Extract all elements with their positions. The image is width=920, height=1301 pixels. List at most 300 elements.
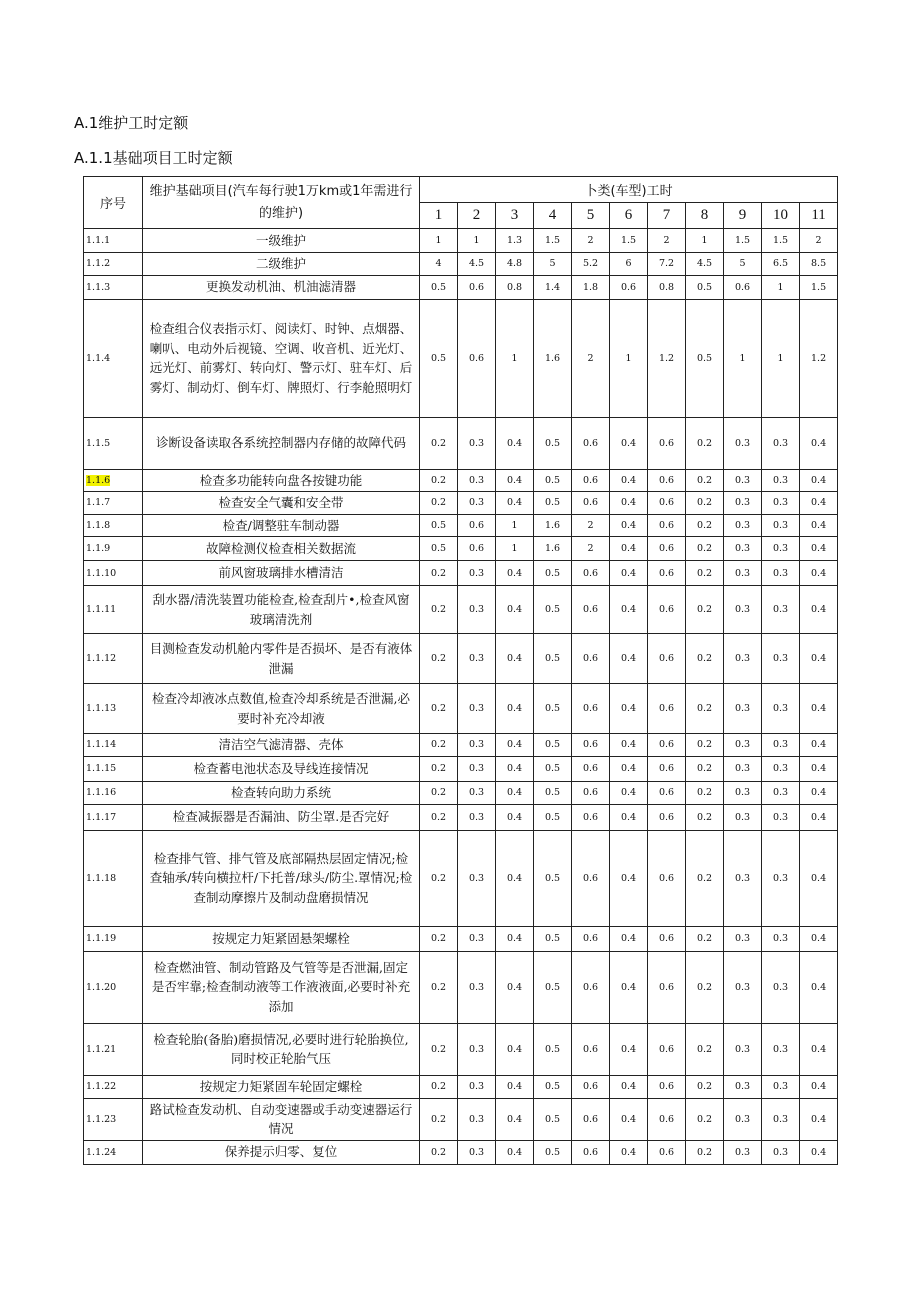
row-number: 1.1.24 [84,1140,143,1164]
labor-hour-cell: 0.6 [572,1023,610,1075]
labor-hour-cell: 0.4 [496,830,534,926]
labor-hour-cell: 0.3 [762,756,800,781]
labor-hour-cell: 0.6 [572,1140,610,1164]
table-row [84,561,838,586]
labor-hour-cell: 0.3 [724,684,762,734]
labor-hour-cell: 0.5 [420,275,458,299]
labor-hour-cell: 0.4 [496,1023,534,1075]
labor-hour-cell: 0.4 [800,1098,838,1140]
labor-hour-cell: 4.8 [496,253,534,276]
maintenance-item: 检查燃油管、制动管路及气管等是否泄漏,固定是否牢靠;检查制动液等工作液液面,必要时补充添加 [143,951,420,1023]
labor-hour-cell: 1.5 [610,229,648,253]
labor-hour-cell: 0.3 [762,537,800,561]
table-row [84,634,838,684]
labor-hour-cell: 1.5 [534,229,572,253]
labor-hour-cell: 4 [420,253,458,276]
labor-hour-cell: 0.3 [762,514,800,537]
labor-hour-cell: 0.2 [686,514,724,537]
maintenance-item: 检查/调整驻车制动器 [143,514,420,537]
labor-hour-cell: 0.5 [534,734,572,757]
labor-hour-cell: 0.3 [762,1075,800,1098]
labor-hour-cell: 0.6 [648,586,686,634]
header-type-8: 8 [686,203,724,229]
labor-hour-cell: 0.6 [572,951,610,1023]
labor-hour-cell: 0.5 [534,1140,572,1164]
row-number: 1.1.12 [84,634,143,684]
labor-hour-cell: 0.2 [420,734,458,757]
labor-hour-cell: 0.4 [496,804,534,830]
labor-hour-cell: 0.2 [420,561,458,586]
labor-hour-cell: 0.2 [420,684,458,734]
labor-hour-cell: 0.3 [724,1075,762,1098]
labor-hour-cell: 0.3 [458,492,496,515]
maintenance-item: 一级维护 [143,229,420,253]
labor-hour-cell: 0.6 [572,586,610,634]
labor-hour-cell: 1 [686,229,724,253]
labor-hour-cell: 0.3 [724,781,762,804]
labor-hour-cell: 0.5 [534,492,572,515]
maintenance-item: 诊断设备读取各系统控制器内存储的故障代码 [143,417,420,469]
labor-hour-cell: 0.3 [724,634,762,684]
labor-hour-cell: 0.6 [648,734,686,757]
labor-hour-cell: 0.2 [420,804,458,830]
labor-hour-cell: 2 [572,299,610,417]
labor-hour-cell: 0.6 [724,275,762,299]
row-number: 1.1.14 [84,734,143,757]
labor-hour-cell: 0.6 [458,299,496,417]
labor-hour-cell: 4.5 [686,253,724,276]
maintenance-item: 清洁空气滤清器、壳体 [143,734,420,757]
labor-hour-cell: 0.2 [686,734,724,757]
labor-hour-cell: 6.5 [762,253,800,276]
table-row [84,684,838,734]
labor-hour-cell: 0.5 [420,537,458,561]
labor-hour-cell: 0.2 [686,926,724,951]
labor-hour-cell: 0.2 [686,561,724,586]
maintenance-item: 检查冷却液冰点数值,检查冷却系统是否泄漏,必要时补充冷却液 [143,684,420,734]
labor-hour-cell: 0.6 [572,417,610,469]
labor-hour-cell: 0.6 [648,684,686,734]
labor-hour-cell: 0.3 [458,781,496,804]
maintenance-item: 检查蓄电池状态及导线连接情况 [143,756,420,781]
labor-hour-cell: 2 [800,229,838,253]
labor-hour-cell: 0.5 [686,275,724,299]
labor-hour-cell: 0.5 [534,804,572,830]
labor-hour-cell: 0.6 [458,537,496,561]
labor-hour-cell: 0.4 [496,417,534,469]
labor-hour-cell: 0.3 [458,756,496,781]
row-number: 1.1.10 [84,561,143,586]
labor-hour-cell: 0.3 [458,634,496,684]
labor-hour-cell: 0.5 [534,756,572,781]
row-number: 1.1.19 [84,926,143,951]
labor-hour-cell: 0.3 [762,1023,800,1075]
header-type-group: 卜类(车型)工时 [420,177,838,203]
labor-hour-cell: 0.4 [610,634,648,684]
labor-hour-cell: 0.4 [496,1075,534,1098]
row-number: 1.1.18 [84,830,143,926]
labor-hour-cell: 0.2 [686,1098,724,1140]
labor-hour-cell: 0.3 [762,417,800,469]
table-row [84,734,838,757]
row-number: 1.1.7 [84,492,143,515]
labor-hour-cell: 0.5 [420,299,458,417]
labor-hour-cell: 0.6 [648,756,686,781]
labor-hour-cell: 0.3 [458,734,496,757]
labor-hour-cell: 0.6 [648,804,686,830]
labor-hour-cell: 0.6 [648,1098,686,1140]
labor-hour-cell: 0.4 [800,781,838,804]
row-number: 1.1.2 [84,253,143,276]
labor-hour-cell: 0.2 [686,1140,724,1164]
labor-hour-cell: 0.3 [458,1140,496,1164]
labor-hour-cell: 0.3 [458,804,496,830]
labor-hour-cell: 0.3 [724,537,762,561]
labor-hour-cell: 0.4 [496,1098,534,1140]
labor-hour-cell: 0.3 [762,1140,800,1164]
labor-hour-cell: 0.4 [800,830,838,926]
labor-hour-cell: 0.6 [648,492,686,515]
labor-hour-cell: 0.2 [420,469,458,492]
labor-hour-cell: 0.3 [762,586,800,634]
labor-hour-cell: 0.4 [800,804,838,830]
labor-hour-cell: 0.2 [420,492,458,515]
labor-hour-cell: 2 [572,229,610,253]
labor-hour-cell: 0.2 [686,1075,724,1098]
labor-hour-cell: 1 [458,229,496,253]
labor-hour-cell: 1.5 [762,229,800,253]
labor-hour-cell: 0.4 [610,561,648,586]
labor-hour-cell: 0.3 [724,804,762,830]
labor-hour-cell: 0.2 [686,492,724,515]
header-type-2: 2 [458,203,496,229]
header-item: 维护基础项目(汽车每行驶1万km或1年需进行的维护) [143,177,420,229]
table-row [84,804,838,830]
labor-hour-cell: 6 [610,253,648,276]
labor-hour-cell: 0.2 [420,756,458,781]
table-row [84,586,838,634]
labor-hour-cell: 0.3 [458,951,496,1023]
table-row [84,537,838,561]
labor-hour-cell: 0.3 [724,1023,762,1075]
header-type-3: 3 [496,203,534,229]
row-number: 1.1.16 [84,781,143,804]
labor-hour-cell: 0.2 [686,781,724,804]
labor-hour-cell: 1 [762,299,800,417]
labor-hour-cell: 0.5 [420,514,458,537]
labor-hour-cell: 1 [610,299,648,417]
table-row [84,469,838,492]
row-number [84,469,143,492]
labor-hour-cell: 0.2 [420,830,458,926]
labor-hour-cell: 0.3 [724,561,762,586]
header-type-7: 7 [648,203,686,229]
labor-hour-cell: 0.4 [610,417,648,469]
labor-hour-cell: 0.2 [686,537,724,561]
labor-hour-cell: 0.2 [420,1023,458,1075]
labor-hour-cell: 0.3 [724,586,762,634]
labor-hour-cell: 0.3 [762,830,800,926]
labor-hour-cell: 0.4 [800,926,838,951]
table-row [84,756,838,781]
labor-hour-cell: 0.5 [534,586,572,634]
labor-hour-cell: 0.6 [458,275,496,299]
labor-hour-cell: 0.4 [496,492,534,515]
labor-hour-cell: 0.2 [420,926,458,951]
labor-hour-cell: 0.5 [534,417,572,469]
labor-hour-cell: 1 [496,537,534,561]
labor-hour-cell: 0.4 [496,926,534,951]
labor-hour-cell: 0.4 [496,781,534,804]
labor-hour-cell: 0.6 [610,275,648,299]
maintenance-item: 检查轮胎(备胎)磨损情况,必要时进行轮胎换位,同时校正轮胎气压 [143,1023,420,1075]
labor-hour-cell: 2 [572,514,610,537]
labor-hour-cell: 0.4 [610,804,648,830]
labor-hour-cell: 0.4 [496,756,534,781]
labor-hour-cell: 0.5 [534,951,572,1023]
labor-hour-cell: 1.3 [496,229,534,253]
maintenance-item: 目测检查发动机舱内零件是否损坏、是否有液体泄漏 [143,634,420,684]
labor-hour-cell: 1.4 [534,275,572,299]
row-number: 1.1.5 [84,417,143,469]
labor-hour-cell: 0.4 [496,684,534,734]
labor-hour-cell: 0.3 [724,756,762,781]
labor-hour-cell: 0.4 [800,1075,838,1098]
labor-hour-cell: 0.6 [648,951,686,1023]
labor-hour-cell: 0.3 [724,830,762,926]
labor-hour-cell: 1 [420,229,458,253]
labor-hour-cell: 0.3 [762,684,800,734]
table-row [84,830,838,926]
row-number: 1.1.9 [84,537,143,561]
row-number: 1.1.22 [84,1075,143,1098]
labor-hour-cell: 1.2 [800,299,838,417]
labor-hour-cell: 0.2 [420,586,458,634]
labor-hour-cell: 1.2 [648,299,686,417]
labor-hour-cell: 0.5 [534,634,572,684]
labor-hour-cell: 0.4 [610,1140,648,1164]
labor-hour-cell: 0.2 [686,586,724,634]
table-row [84,275,838,299]
labor-hour-cell: 0.3 [762,926,800,951]
table-row [84,514,838,537]
labor-hour-cell: 0.8 [648,275,686,299]
maintenance-item: 检查安全气囊和安全带 [143,492,420,515]
header-type-1: 1 [420,203,458,229]
row-number: 1.1.11 [84,586,143,634]
labor-hour-cell: 0.4 [610,951,648,1023]
labor-hour-cell: 0.6 [572,926,610,951]
maintenance-item: 检查组合仪表指示灯、阅读灯、时钟、点烟器、喇叭、电动外后视镜、空调、收音机、近光灯、远光灯、前雾灯、转向灯、警示灯、驻车灯、后雾灯、制动灯、倒车灯、牌照灯、行李舱照明灯 [143,299,420,417]
labor-hour-cell: 0.4 [800,1140,838,1164]
row-number: 1.1.17 [84,804,143,830]
labor-hour-cell: 0.5 [534,926,572,951]
labor-hour-table [83,176,838,1165]
labor-hour-cell: 0.2 [420,951,458,1023]
labor-hour-cell: 0.6 [648,1140,686,1164]
labor-hour-cell: 0.4 [800,514,838,537]
labor-hour-cell: 0.2 [686,684,724,734]
labor-hour-cell: 0.6 [572,1098,610,1140]
labor-hour-cell: 0.3 [724,417,762,469]
table-row [84,926,838,951]
labor-hour-cell: 0.4 [800,469,838,492]
row-number: 1.1.1 [84,229,143,253]
labor-hour-cell: 0.4 [610,469,648,492]
table-row [84,951,838,1023]
labor-hour-cell: 0.4 [800,634,838,684]
header-seq: 序号 [84,177,143,229]
labor-hour-cell: 0.2 [420,634,458,684]
labor-hour-cell: 0.4 [610,684,648,734]
labor-hour-cell: 0.3 [458,684,496,734]
maintenance-item: 二级维护 [143,253,420,276]
labor-hour-cell: 0.2 [686,804,724,830]
labor-hour-cell: 0.8 [496,275,534,299]
labor-hour-cell: 0.2 [686,469,724,492]
labor-hour-cell: 1 [496,514,534,537]
labor-hour-cell: 0.4 [496,734,534,757]
labor-hour-cell: 0.3 [762,561,800,586]
labor-hour-cell: 4.5 [458,253,496,276]
labor-hour-cell: 1.8 [572,275,610,299]
labor-hour-cell: 0.4 [800,537,838,561]
labor-hour-cell: 0.3 [724,1140,762,1164]
row-number: 1.1.20 [84,951,143,1023]
section-heading-a1-1: A.1.1基础项目工时定额 [74,149,233,167]
labor-hour-cell: 0.4 [610,514,648,537]
labor-hour-cell: 0.4 [610,537,648,561]
labor-hour-cell: 0.4 [800,417,838,469]
labor-hour-cell: 0.3 [762,634,800,684]
highlight-mark: 1.1.6 [86,474,111,486]
labor-hour-cell: 2 [572,537,610,561]
labor-hour-cell: 0.6 [648,781,686,804]
labor-hour-cell: 0.2 [686,756,724,781]
labor-hour-cell: 0.5 [534,561,572,586]
labor-hour-cell: 0.6 [572,781,610,804]
labor-hour-cell: 0.3 [724,951,762,1023]
labor-hour-cell: 1.5 [724,229,762,253]
header-type-4: 4 [534,203,572,229]
maintenance-item: 检查排气管、排气管及底部隔热层固定情况;检查轴承/转向横拉杆/下托普/球头/防尘.罩情况;检查制动摩擦片及制动盘磨损情况 [143,830,420,926]
table-row [84,1098,838,1140]
labor-hour-cell: 1.6 [534,299,572,417]
header-type-6: 6 [610,203,648,229]
labor-hour-cell: 0.4 [610,781,648,804]
labor-hour-cell: 0.4 [496,586,534,634]
table-row [84,253,838,276]
maintenance-item: 按规定力矩紧固车轮固定螺栓 [143,1075,420,1098]
table-row [84,229,838,253]
row-number: 1.1.23 [84,1098,143,1140]
labor-hour-cell: 0.4 [610,734,648,757]
labor-hour-cell: 1 [496,299,534,417]
labor-hour-cell: 7.2 [648,253,686,276]
labor-hour-cell: 5.2 [572,253,610,276]
labor-hour-cell: 0.4 [496,951,534,1023]
labor-hour-cell: 0.6 [572,561,610,586]
labor-hour-cell: 0.4 [610,1075,648,1098]
labor-hour-cell: 1.6 [534,537,572,561]
row-number: 1.1.3 [84,275,143,299]
labor-hour-cell: 0.3 [762,734,800,757]
labor-hour-cell: 5 [534,253,572,276]
labor-hour-cell: 0.3 [724,469,762,492]
labor-hour-cell: 0.5 [686,299,724,417]
labor-hour-cell: 2 [648,229,686,253]
labor-hour-cell: 0.4 [800,951,838,1023]
labor-hour-cell: 0.2 [686,830,724,926]
table-row [84,417,838,469]
labor-hour-cell: 0.2 [420,1098,458,1140]
labor-hour-cell: 0.4 [610,830,648,926]
labor-hour-cell: 0.3 [724,492,762,515]
labor-hour-cell: 0.6 [648,561,686,586]
labor-hour-cell: 0.4 [610,926,648,951]
row-number: 1.1.21 [84,1023,143,1075]
labor-hour-cell: 1 [724,299,762,417]
labor-hour-cell: 0.6 [648,926,686,951]
maintenance-item: 按规定力矩紧固悬架螺栓 [143,926,420,951]
labor-hour-cell: 0.6 [572,756,610,781]
labor-hour-cell: 0.3 [458,1023,496,1075]
maintenance-item: 检查减振器是否漏油、防尘罩.是否完好 [143,804,420,830]
section-heading-a1: A.1维护工时定额 [74,114,189,132]
labor-hour-cell: 1.6 [534,514,572,537]
table-row [84,781,838,804]
labor-hour-cell: 0.2 [686,951,724,1023]
labor-hour-cell: 0.4 [800,756,838,781]
labor-hour-cell: 0.2 [420,1075,458,1098]
labor-hour-cell: 0.3 [458,1098,496,1140]
labor-hour-cell: 0.4 [800,492,838,515]
labor-hour-cell: 0.2 [420,1140,458,1164]
labor-hour-cell: 0.6 [648,514,686,537]
table-row [84,492,838,515]
labor-hour-cell: 0.3 [458,926,496,951]
labor-hour-cell: 0.3 [458,1075,496,1098]
labor-hour-cell: 0.6 [572,734,610,757]
labor-hour-cell: 0.5 [534,1075,572,1098]
row-number: 1.1.15 [84,756,143,781]
labor-hour-cell: 0.2 [686,634,724,684]
labor-hour-cell: 0.4 [800,734,838,757]
labor-hour-cell: 0.3 [762,804,800,830]
labor-hour-cell: 0.2 [686,417,724,469]
table-row [84,1075,838,1098]
labor-hour-cell: 0.3 [724,1098,762,1140]
maintenance-item: 故障检测仪检查相关数据流 [143,537,420,561]
labor-hour-cell: 0.5 [534,469,572,492]
labor-hour-cell: 0.2 [420,781,458,804]
labor-hour-cell: 0.2 [420,417,458,469]
labor-hour-cell: 0.3 [762,951,800,1023]
labor-hour-cell: 0.6 [458,514,496,537]
maintenance-item: 检查转向助力系统 [143,781,420,804]
labor-hour-cell: 0.4 [496,561,534,586]
labor-hour-cell: 0.4 [496,469,534,492]
labor-hour-cell: 0.5 [534,1098,572,1140]
labor-hour-cell: 0.3 [724,926,762,951]
labor-hour-cell: 0.6 [572,830,610,926]
maintenance-item: 刮水器/清洗装置功能检查,检查刮片•,检查风窗玻璃清洗剂 [143,586,420,634]
labor-hour-cell: 0.6 [648,469,686,492]
labor-hour-cell: 0.3 [458,830,496,926]
labor-hour-cell: 0.5 [534,684,572,734]
row-number: 1.1.13 [84,684,143,734]
header-type-5: 5 [572,203,610,229]
